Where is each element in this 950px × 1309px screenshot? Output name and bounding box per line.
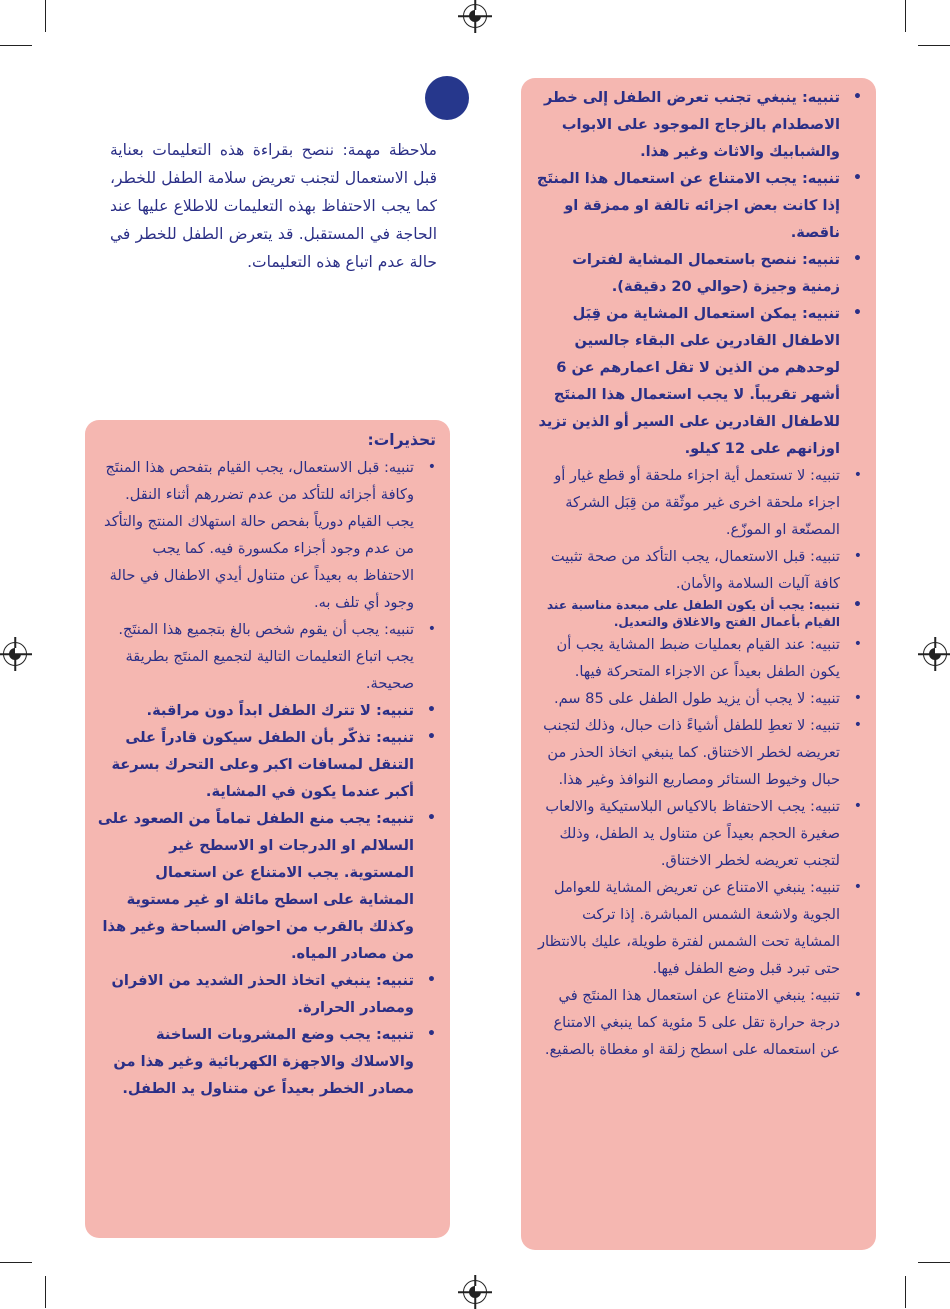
warning-item: • تنبيه: تذكّر بأن الطفل سيكون قادراً على التنقل لمسافات اكبر وعلى التحرك بسرعة أكبر عندما يكون في المشاية. bbox=[97, 724, 436, 805]
crop-mark bbox=[905, 0, 906, 32]
warnings-title: تحذيرات: bbox=[367, 431, 436, 449]
warning-item: • تنبيه: لا تترك الطفل ابداً دون مراقبة. bbox=[97, 697, 436, 724]
warning-item: • تنبيه: يجب الاحتفاظ بالاكياس البلاستيكية والالعاب صغيرة الحجم بعيداً عن متناول يد الطفل، وذلك لتجنب تعريضه لخطر الاختناق. bbox=[533, 793, 862, 874]
crop-mark bbox=[0, 1262, 32, 1263]
warnings-panel-right bbox=[521, 78, 876, 1250]
crop-mark bbox=[905, 1276, 906, 1308]
registration-mark-icon bbox=[463, 1280, 487, 1304]
warning-item: • تنبيه: ينبغي تجنب تعرض الطفل إلى خطر الاصطدام بالزجاج الموجود على الابواب والشبابيك والاثاث وغير هذا. bbox=[533, 84, 862, 165]
crop-mark bbox=[918, 1262, 950, 1263]
warnings-panel-left bbox=[85, 420, 450, 1238]
crop-mark bbox=[0, 45, 32, 46]
registration-mark-icon bbox=[3, 642, 27, 666]
warning-item: • تنبيه: يجب أن يقوم شخص بالغ بتجميع هذا المنتَج. يجب اتباع التعليمات التالية لتجميع المنتَج بطريقة صحيحة. bbox=[97, 616, 436, 697]
warning-item: • تنبيه: ينبغي اتخاذ الحذر الشديد من الافران ومصادر الحرارة. bbox=[97, 967, 436, 1021]
warnings-list bbox=[533, 84, 862, 1063]
registration-mark-icon bbox=[463, 4, 487, 28]
crop-mark bbox=[45, 0, 46, 32]
warning-item: • تنبيه: يجب أن يكون الطفل على مبعدة مناسبة عند القيام بأعمال الفتح والاغلاق والتعديل. bbox=[533, 597, 862, 631]
warning-item: • تنبيه: يجب وضع المشروبات الساخنة والاسلاك والاجهزة الكهربائية وغير هذا من مصادر الخطر بعيداً عن متناول يد الطفل. bbox=[97, 1021, 436, 1102]
warning-item: • تنبيه: يجب منع الطفل تماماً من الصعود على السلالم او الدرجات او الاسطح غير المستوية. يجب الامتناع عن استعمال المشاية على اسطح مائلة او غير مستوية وكذلك بالقرب من احواض السباحة وغير هذا من مصادر المياه. bbox=[97, 805, 436, 967]
warning-item: • تنبيه: يمكن استعمال المشاية من قِبَل الاطفال القادرين على البقاء جالسين لوحدهم من الذين لا تقل اعمارهم عن 6 أشهر تقريباً. لا يجب استعمال هذا المنتَج للاطفال القادرين على السير أو الذين تزيد اوزانهم على 12 كيلو. bbox=[533, 300, 862, 462]
warning-item: • تنبيه: لا تعطِ للطفل أشياءً ذات حبال، وذلك لتجنب تعريضه لخطر الاختناق. كما ينبغي اتخاذ الحذر من حبال وخيوط الستائر ومصاريع النوافذ وغير هذا. bbox=[533, 712, 862, 793]
warning-item: • تنبيه: ينبغي الامتناع عن استعمال هذا المنتَج في درجة حرارة تقل على 5 مئوية كما ينبغي الامتناع عن استعماله على اسطح زلقة او مغطاة بالصقيع. bbox=[533, 982, 862, 1063]
important-note: ملاحظة مهمة: ننصح بقراءة هذه التعليمات بعناية قبل الاستعمال لتجنب تعريض سلامة الطفل للخطر، كما يجب الاحتفاظ بهذه التعليمات للاطلاع عليها عند الحاجة في المستقبل. قد يتعرض الطفل للخطر في حالة عدم اتباع هذه التعليمات. bbox=[110, 141, 437, 271]
crop-mark bbox=[45, 1276, 46, 1308]
registration-mark-icon bbox=[923, 642, 947, 666]
warning-item: • تنبيه: ينبغي الامتناع عن تعريض المشاية للعوامل الجوية ولاشعة الشمس المباشرة. إذا تركت المشاية تحت الشمس لفترة طويلة، عليك بالانتظار حتى تبرد قبل وضع الطفل فيها. bbox=[533, 874, 862, 982]
warning-item: • تنبيه: يجب الامتناع عن استعمال هذا المنتَج إذا كانت بعض اجزائه تالفة او ممزقة او ناقصة. bbox=[533, 165, 862, 246]
warning-item: • تنبيه: قبل الاستعمال، يجب القيام بتفحص هذا المنتَج وكافة أجزائه للتأكد من عدم تضررهم أثناء النقل. يجب القيام دورياً بفحص حالة استهلاك المنتج والتأكد من عدم وجود أجزاء مكسورة فيه. كما يجب الاحتفاظ به بعيداً عن متناول أيدي الاطفال في حالة وجود أي تلف به. bbox=[97, 454, 436, 616]
warning-item: • تنبيه: قبل الاستعمال، يجب التأكد من صحة تثبيت كافة آليات السلامة والأمان. bbox=[533, 543, 862, 597]
warning-item: • تنبيه: لا تستعمل أية اجزاء ملحقة أو قطع غيار أو اجزاء ملحقة اخرى غير موثّقة من قِبَل الشركة المصنّعة او الموزّع. bbox=[533, 462, 862, 543]
warning-item: • تنبيه: لا يجب أن يزيد طول الطفل على 85 سم. bbox=[533, 685, 862, 712]
crop-mark bbox=[918, 45, 950, 46]
blue-dot-marker bbox=[425, 76, 469, 120]
warnings-list bbox=[97, 454, 436, 1102]
warning-item: • تنبيه: عند القيام بعمليات ضبط المشاية يجب أن يكون الطفل بعيداً عن الاجزاء المتحركة فيها. bbox=[533, 631, 862, 685]
warning-item: • تنبيه: ننصح باستعمال المشاية لفترات زمنية وجيزة (حوالي 20 دقيقة). bbox=[533, 246, 862, 300]
